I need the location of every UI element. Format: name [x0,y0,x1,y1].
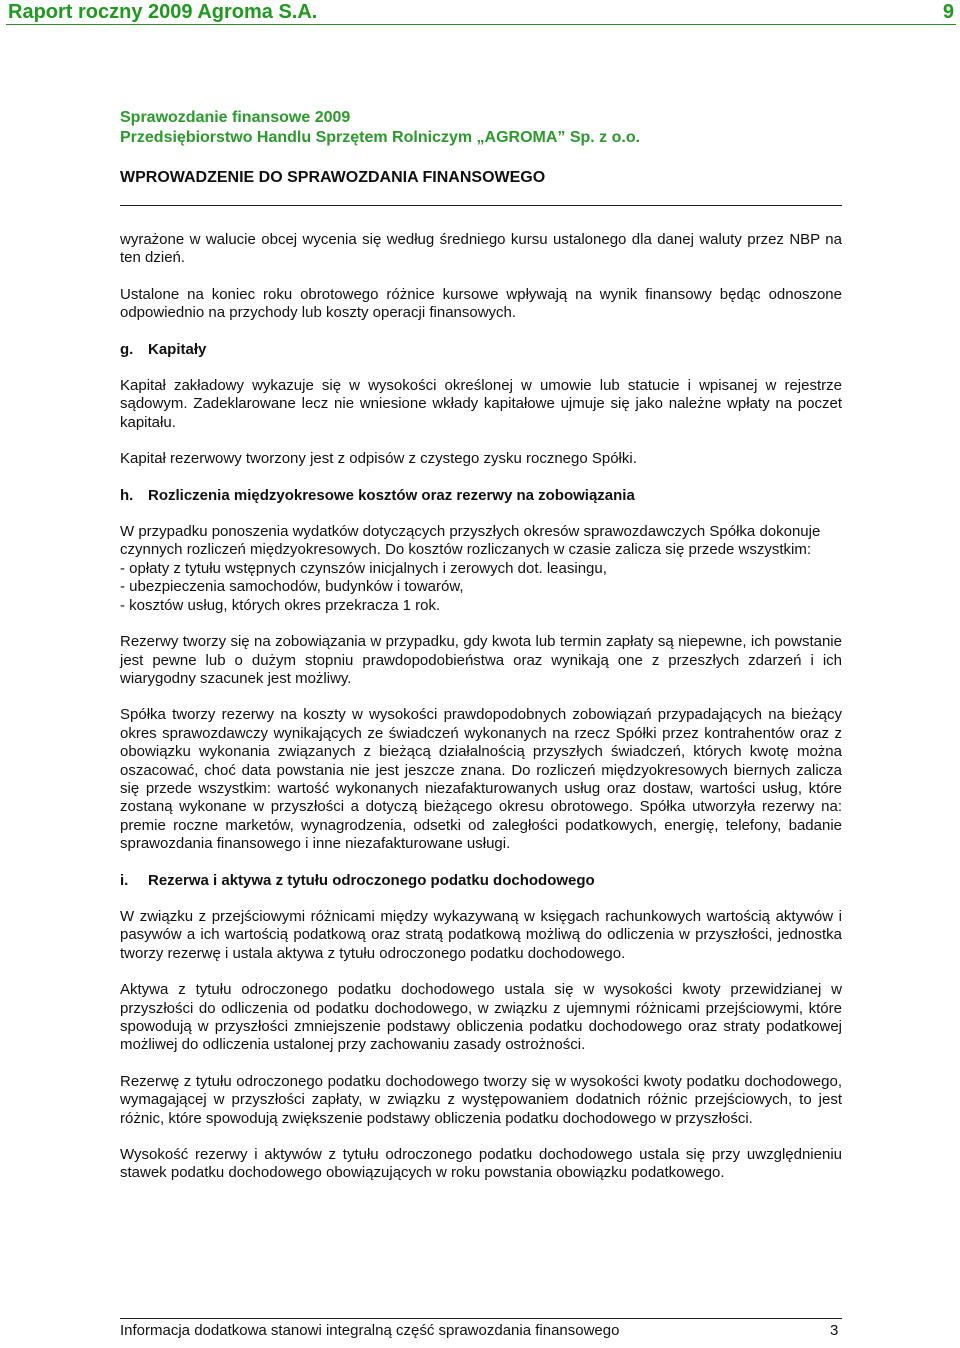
section-title: WPROWADZENIE DO SPRAWOZDANIA FINANSOWEGO [120,169,546,186]
company-name: Przedsiębiorstwo Handlu Sprzętem Rolniczym „AGROMA” Sp. z o.o. [120,129,641,146]
page-number: 9 [942,1,954,23]
paragraph: Kapitał rezerwowy tworzony jest z odpisów z czystego zysku rocznego Spółki. [120,450,637,468]
report-header [6,0,956,25]
paragraph: wyrażone w walucie obcej wycenia się według średniego kursu ustalonego dla danej waluty przez NBP na ten dzień. [120,231,842,267]
list-item: - opłaty z tytułu wstępnych czynszów inicjalnych i zerowych dot. leasingu, [120,559,607,577]
report-title: Raport roczny 2009 Agroma S.A. [8,1,318,23]
statement-header [120,108,842,188]
paragraph: Kapitał zakładowy wykazuje się w wysokości określonej w umowie lub statucie i wpisanej w rejestrze sądowym. Zadeklarowane lecz nie wniesione wkłady kapitałowe ujmuje się jako należne wpłaty na poczet kapitału. [120,377,842,431]
document-body [120,231,842,1201]
paragraph: Rezerwę z tytułu odroczonego podatku dochodowego tworzy się w wysokości kwoty podatku dochodowego, wymagającej w przyszłości zapłaty, w związku z występowaniem dodatnich różnic przejściowych, to jest różnic, które spowodują zwiększenie podstawy obliczenia podatku dochodowego w przyszłości. [120,1072,842,1127]
list-item: - kosztów usług, których okres przekracza 1 rok. [120,596,441,614]
list-item: - ubezpieczenia samochodów, budynków i towarów, [120,578,464,596]
paragraph: Rezerwy tworzy się na zobowiązania w przypadku, gdy kwota lub termin zapłaty są niepewne, ich powstanie jest pewne lub o dużym stopniu prawdopodobieństwa oraz wynikają one z przeszłych zdarzeń i ich wiarygodny szacunek jest możliwy. [120,633,842,687]
paragraph: W związku z przejściowymi różnicami między wykazywaną w księgach rachunkowych wartością aktywów i pasywów a ich wartością podatkową oraz stratą podatkową możliwą do odliczenia w przyszłości, jednostka tworzy rezerwę i ustala aktywa z tytułu odroczonego podatku dochodowego. [120,907,842,962]
section-heading-text: Rozliczenia międzyokresowe kosztów oraz rezerwy na zobowiązania [148,486,635,504]
section-letter: g. [120,340,134,358]
section-heading-text: Rezerwa i aktywa z tytułu odroczonego podatku dochodowego [148,871,595,889]
footer-divider [120,1318,842,1319]
section-letter: i. [120,871,129,889]
header-divider [120,205,842,206]
section-heading-g [120,341,842,359]
footer-page-number: 3 [830,1322,839,1339]
footer-note: Informacja dodatkowa stanowi integralną część sprawozdania finansowego [120,1322,620,1339]
section-heading-text: Kapitały [148,340,207,358]
section-letter: h. [120,486,134,504]
paragraph: W przypadku ponoszenia wydatków dotyczących przyszłych okresów sprawozdawczych Spółka dokonuje czynnych rozliczeń międzyokresowych. Do kosztów rozliczanych w czasie zalicza się przede wszystkim: [120,523,821,559]
paragraph: Wysokość rezerwy i aktywów z tytułu odroczonego podatku dochodowego ustala się przy uwzględnieniu stawek podatku dochodowego obowiązujących w roku powstania obowiązku podatkowego. [120,1146,842,1182]
section-heading-i [120,872,842,890]
section-heading-h [120,487,842,505]
paragraph: Aktywa z tytułu odroczonego podatku dochodowego ustala się w wysokości kwoty przewidzianej w przyszłości do odliczenia od podatku dochodowego, w związku z ujemnymi różnicami przejściowymi, które spowodują w przyszłości zmniejszenie podstawy obliczenia podatku dochodowego oraz straty podatkowej możliwej do odliczenia ustalonej przy zachowaniu zasady ostrożności. [120,981,842,1054]
statement-title: Sprawozdanie finansowe 2009 [120,109,351,126]
paragraph: Spółka tworzy rezerwy na koszty w wysokości prawdopodobnych zobowiązań przypadających na bieżący okres sprawozdawczy wynikających ze świadczeń wykonanych na rzecz Spółki przez kontrahentów oraz z obowiązku wykonania związanych z bieżącą działalnością przyszłych świadczeń, których kwotę można oszacować, choć data powstania nie jest jeszcze znana. Do rozliczeń międzyokresowych biernych zalicza się przede wszystkim: wartość wykonanych niezafakturowanych usług oraz dostaw, wartości usług, które zostaną wykonane w przyszłości a dotyczą bieżącego okresu obrotowego. Spółka utworzyła rezerwy na: premie roczne marketów, wynagrodzenia, odsetki od zaległości podatkowych, energię, telefony, badanie sprawozdania finansowego i inne niezafakturowane usługi. [120,706,842,853]
cost-list [120,560,842,615]
paragraph: Ustalone na koniec roku obrotowego różnice kursowe wpływają na wynik finansowy będąc odnoszone odpowiednio na przychody lub koszty operacji finansowych. [120,285,842,322]
